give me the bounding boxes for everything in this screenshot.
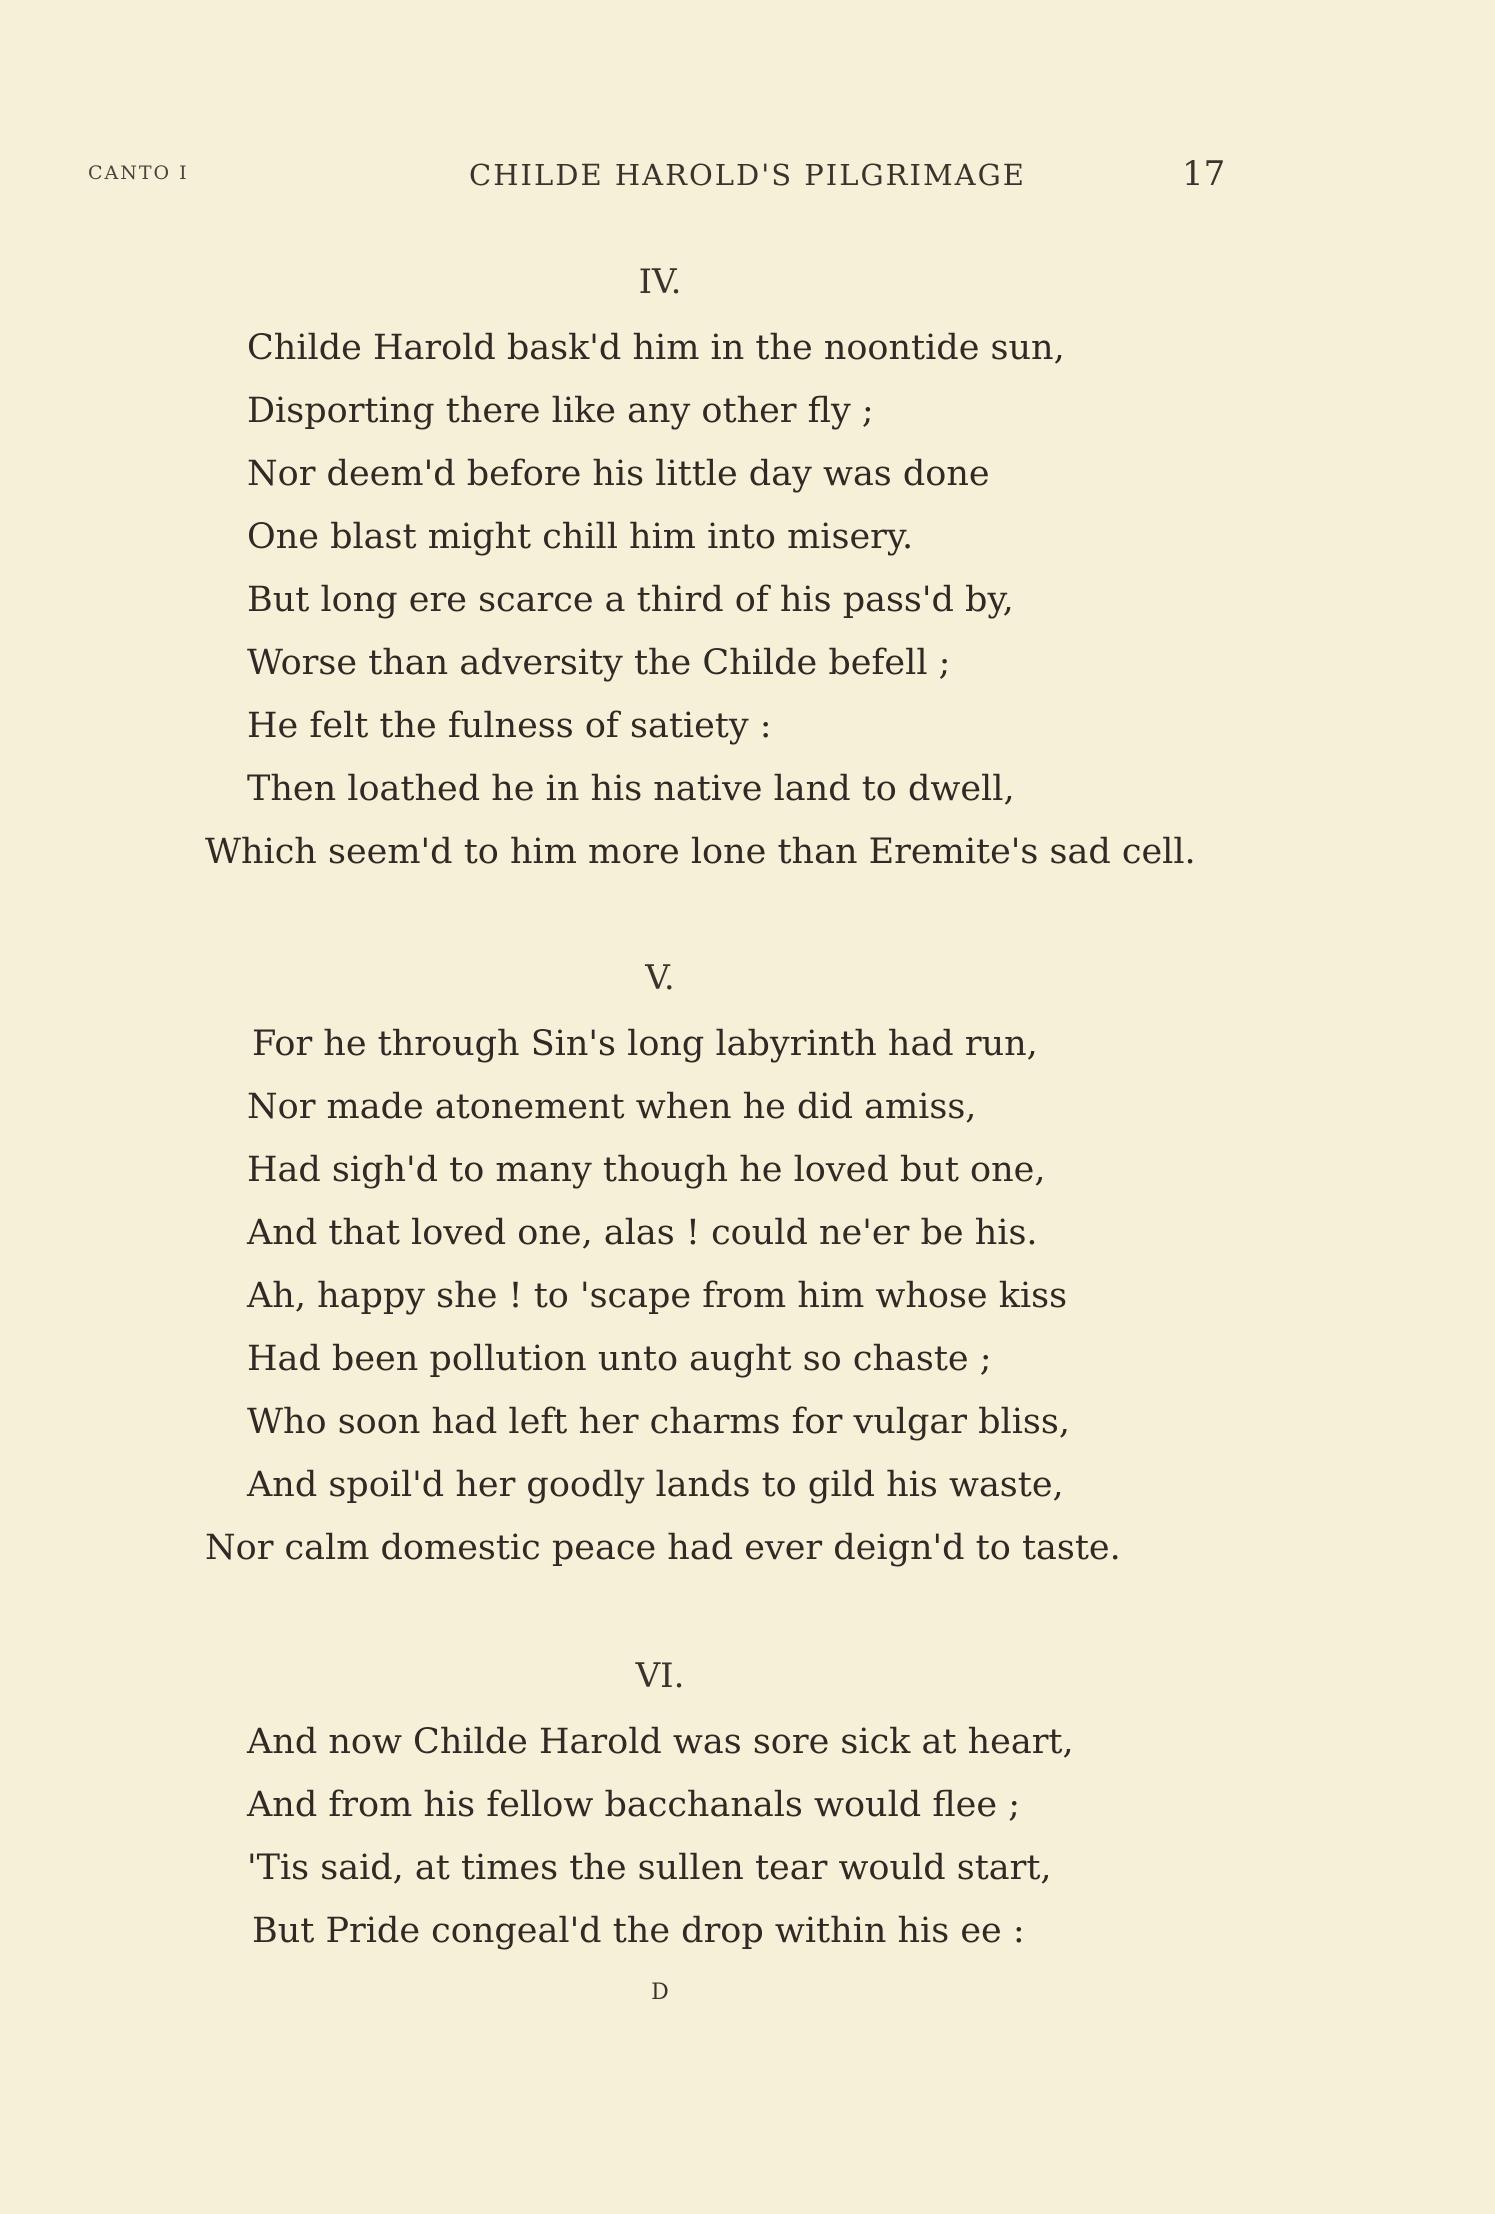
verse-line: 'Tis said, at times the sullen tear would start, [247, 1848, 1052, 1888]
verse-line: And from his fellow bacchanals would flee ; [247, 1785, 1021, 1825]
verse-line: Who soon had left her charms for vulgar bliss, [247, 1402, 1070, 1442]
verse-line-alexandrine: Which seem'd to him more lone than Eremite's sad cell. [205, 832, 1196, 872]
verse-line: Ah, happy she ! to 'scape from him whose kiss [247, 1276, 1068, 1316]
verse-line: Then loathed he in his native land to dwell, [247, 769, 1015, 809]
page-number: 17 [1182, 154, 1226, 194]
signature-mark: D [651, 1980, 669, 2005]
stanza-numeral: V. [645, 958, 675, 998]
verse-line: But Pride congeal'd the drop within his ee : [252, 1911, 1025, 1951]
verse-line: Had sigh'd to many though he loved but one, [247, 1150, 1046, 1190]
verse-line: He felt the fulness of satiety : [247, 706, 772, 746]
verse-line: Childe Harold bask'd him in the noontide sun, [247, 328, 1065, 368]
stanza-numeral: IV. [638, 262, 682, 302]
verse-line: Nor deem'd before his little day was done [247, 454, 990, 494]
verse-line: Had been pollution unto aught so chaste ; [247, 1339, 992, 1379]
stanza-numeral: VI. [635, 1656, 685, 1696]
canto-label: CANTO I [88, 162, 189, 184]
verse-line: And spoil'd her goodly lands to gild his waste, [247, 1465, 1064, 1505]
verse-line: One blast might chill him into misery. [247, 517, 914, 557]
running-head [0, 154, 1495, 198]
verse-line: Worse than adversity the Childe befell ; [247, 643, 951, 683]
verse-line: Disporting there like any other fly ; [247, 391, 874, 431]
book-title: CHILDE HAROLD'S PILGRIMAGE [469, 158, 1026, 192]
verse-line: And that loved one, alas ! could ne'er be his. [247, 1213, 1038, 1253]
verse-line: But long ere scarce a third of his pass'd by, [247, 580, 1014, 620]
verse-line-alexandrine: Nor calm domestic peace had ever deign'd to taste. [205, 1528, 1121, 1568]
verse-line: And now Childe Harold was sore sick at heart, [247, 1722, 1074, 1762]
verse-line: Nor made atonement when he did amiss, [247, 1087, 977, 1127]
verse-line: For he through Sin's long labyrinth had run, [252, 1024, 1038, 1064]
